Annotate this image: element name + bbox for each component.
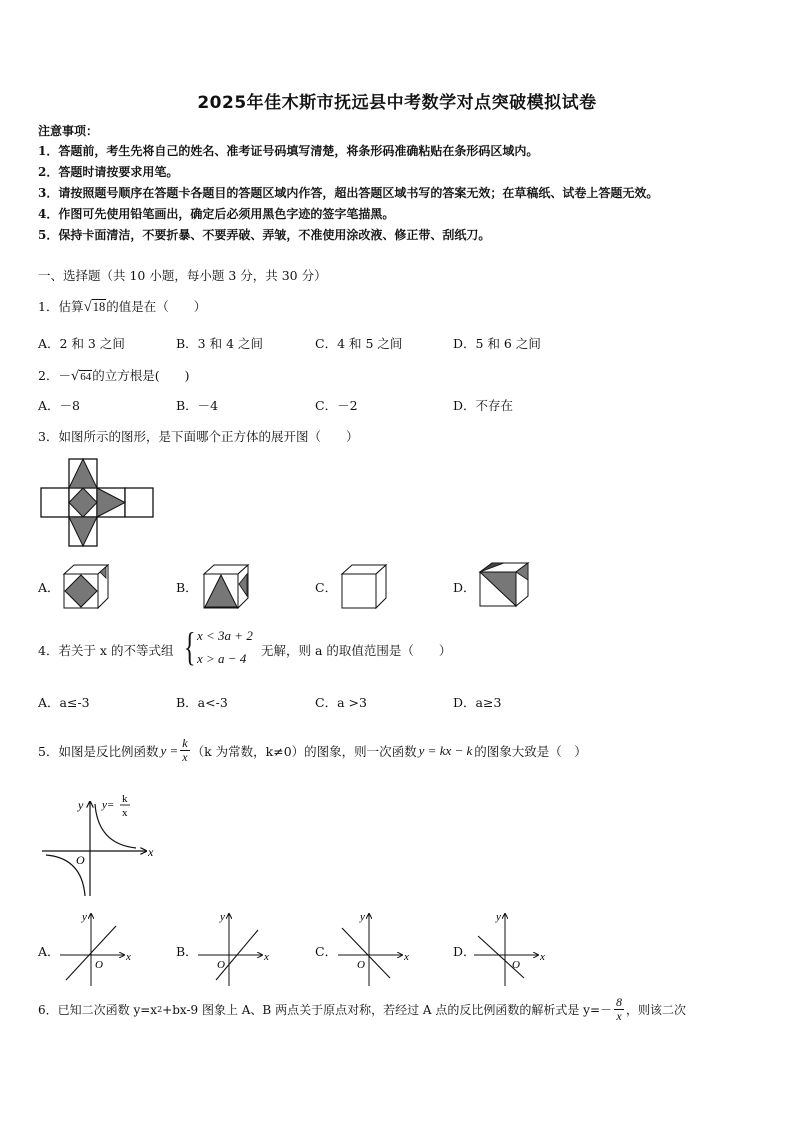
q4-prefix: 4．若关于 x 的不等式组: [38, 643, 174, 658]
q5-frac-num: k: [182, 736, 188, 750]
q6-frac-num: 8: [616, 995, 623, 1009]
fig-o-label: O: [76, 853, 85, 867]
q6-prefix: 6．已知二次函数 y=x: [38, 1003, 158, 1017]
question-1: [38, 297, 206, 316]
q1-suffix: 的值是在（ ）: [106, 299, 207, 314]
sqrt-sign: √: [70, 369, 80, 384]
axis-y-label: y: [82, 911, 87, 923]
q5-option-a-graph: [58, 908, 138, 988]
q5-option-b-graph: [196, 908, 276, 988]
q2-option-a: A．－8: [38, 398, 80, 413]
q5-option-b-label: B．: [176, 944, 198, 959]
fig-curve-den: x: [122, 807, 128, 819]
q2-option-c: C．－2: [315, 398, 358, 413]
q5-frac-den: x: [182, 750, 188, 764]
q4-brace: {: [184, 624, 196, 669]
question-2: [38, 366, 190, 384]
section-heading: 一、选择题（共 10 小题，每小题 3 分，共 30 分）: [38, 268, 327, 283]
axis-x-label: x: [540, 951, 545, 963]
q4-option-b: B．a<-3: [176, 695, 228, 710]
q6-frac-den: x: [616, 1009, 622, 1023]
q5-fn-lhs: y =: [160, 742, 179, 758]
fig-x-label: x: [148, 845, 154, 859]
q5-option-d-graph: [472, 908, 552, 988]
axis-x-label: x: [264, 951, 269, 963]
notice-item-4: 4．作图可先使用铅笔画出，确定后必须用黑色字迹的签字笔描黑。: [38, 207, 395, 221]
question-6: [38, 996, 686, 1023]
sqrt-sign: √: [83, 299, 92, 315]
q5-prefix: 5．如图是反比例函数: [38, 743, 159, 759]
axis-y-label: y: [220, 911, 225, 923]
fig-y-label: y: [78, 798, 84, 812]
notice-item-2: 2．答题时请按要求用笔。: [38, 165, 179, 179]
notice-item-1: 1．答题前，考生先将自己的姓名、准考证号码填写清楚，将条形码准确粘贴在条形码区域内。: [38, 144, 539, 158]
q2-option-b: B．－4: [176, 398, 219, 413]
q6-mid: +bx-9 图象上 A、B 两点关于原点对称，若经过 A 点的反比例函数的解析式是 y=－: [162, 1003, 613, 1017]
q6-suffix: ，则该二次: [626, 1003, 687, 1017]
q5-option-a-label: A．: [38, 944, 60, 959]
q5-option-c-graph: [336, 908, 416, 988]
q4-option-a: A．a≤-3: [38, 695, 90, 710]
axis-x-label: x: [404, 951, 409, 963]
q4-option-d: D．a≥3: [453, 695, 502, 710]
question-5: [38, 737, 587, 764]
notice-heading: 注意事项：: [38, 124, 99, 138]
q4-inequality-1: x < 3a + 2: [197, 628, 253, 643]
axis-y-label: y: [360, 911, 365, 923]
q1-prefix: 1．估算: [38, 299, 84, 314]
q1-option-a: A．2 和 3 之间: [38, 336, 125, 351]
notice-item-3: 3．请按照题号顺序在答题卡各题目的答题区域内作答，超出答题区域书写的答案无效；在草稿纸、试卷上答题无效。: [38, 186, 659, 200]
q3-option-a-label: A．: [38, 580, 60, 595]
q5-suffix: 的图象大致是（ ）: [474, 743, 587, 759]
q3-option-c-label: C．: [315, 580, 338, 595]
q1-option-c: C．4 和 5 之间: [315, 336, 403, 351]
q2-prefix: 2．－: [38, 368, 71, 383]
q5-option-c-label: C．: [315, 944, 338, 959]
axis-x-label: x: [126, 951, 131, 963]
q2-radicand: 64: [80, 371, 92, 383]
q5-hyperbola-figure: [38, 792, 158, 900]
q1-radicand: 18: [92, 300, 106, 314]
axis-y-label: y: [496, 911, 501, 923]
q5-mid: （k 为常数，k≠0）的图象，则一次函数: [191, 743, 417, 759]
q6-fraction: [614, 996, 624, 1023]
q5-linear: y = kx − k: [418, 742, 473, 758]
page-title: 2025年佳木斯市抚远县中考数学对点突破模拟试卷: [197, 93, 597, 113]
q1-option-b: B．3 和 4 之间: [176, 336, 264, 351]
q3-option-a-cube: [60, 562, 112, 612]
axis-o-label: O: [95, 959, 103, 971]
axis-o-label: O: [357, 959, 365, 971]
q6-superscript: 2: [157, 1005, 163, 1014]
q4-suffix: 无解，则 a 的取值范围是（ ）: [261, 643, 452, 658]
q5-option-d-label: D．: [453, 944, 476, 959]
notice-item-5: 5．保持卡面清洁，不要折暴、不要弄破、弄皱，不准使用涂改液、修正带、刮纸刀。: [38, 228, 491, 242]
q3-option-c-cube: [338, 562, 390, 612]
q4-inequality-2: x > a − 4: [197, 651, 247, 666]
q2-suffix: 的立方根是( ): [92, 368, 190, 383]
q3-option-d-cube: [476, 560, 532, 612]
question-3: 3．如图所示的图形，是下面哪个正方体的展开图（ ）: [38, 429, 359, 444]
q1-option-d: D．5 和 6 之间: [453, 336, 541, 351]
axis-o-label: O: [512, 959, 520, 971]
q2-option-d: D．不存在: [453, 398, 514, 413]
q3-option-b-label: B．: [176, 580, 198, 595]
q3-option-b-cube: [200, 562, 252, 612]
q5-fraction: [180, 737, 189, 764]
fig-curve-num: k: [122, 793, 128, 805]
fig-curve-lhs: y=: [102, 799, 115, 811]
q3-option-d-label: D．: [453, 580, 476, 595]
cube-net-figure: [38, 456, 158, 548]
q4-option-c: C．a >3: [315, 695, 367, 710]
axis-o-label: O: [217, 959, 225, 971]
